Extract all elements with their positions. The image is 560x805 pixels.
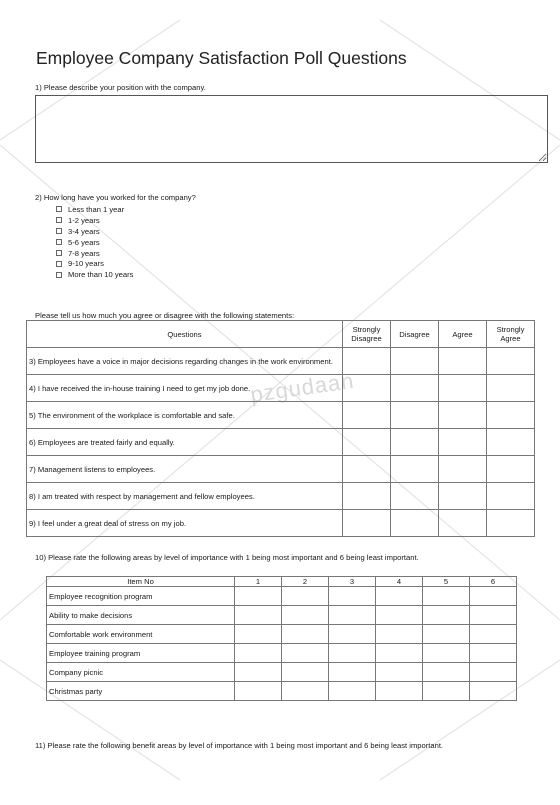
- table-row: [27, 402, 535, 429]
- tenure-option[interactable]: [56, 258, 133, 269]
- response-cell[interactable]: [439, 402, 487, 429]
- response-cell[interactable]: [487, 402, 535, 429]
- response-cell[interactable]: [439, 456, 487, 483]
- statement-text: 9) I feel under a great deal of stress on my job.: [27, 510, 343, 537]
- table-row: [27, 375, 535, 402]
- rank-cell[interactable]: [235, 625, 282, 644]
- watermark-text: pzgudaan: [248, 367, 356, 408]
- item-label: Christmas party: [47, 682, 235, 701]
- rank-cell[interactable]: [470, 606, 517, 625]
- checkbox[interactable]: [56, 272, 62, 278]
- rank-cell[interactable]: [423, 625, 470, 644]
- rank-cell[interactable]: [423, 644, 470, 663]
- importance-ranking-table: [46, 576, 517, 701]
- rank-cell[interactable]: [376, 682, 423, 701]
- item-label: Ability to make decisions: [47, 606, 235, 625]
- question-2-label: 2) How long have you worked for the company?: [35, 193, 196, 202]
- rank-cell[interactable]: [423, 606, 470, 625]
- table-row: [27, 510, 535, 537]
- rank-cell[interactable]: [282, 625, 329, 644]
- response-cell[interactable]: [343, 375, 391, 402]
- response-cell[interactable]: [343, 429, 391, 456]
- column-header-rank-2: 2: [282, 577, 329, 587]
- column-header-rank-4: 4: [376, 577, 423, 587]
- rank-cell[interactable]: [329, 606, 376, 625]
- rank-cell[interactable]: [329, 625, 376, 644]
- item-label: Comfortable work environment: [47, 625, 235, 644]
- column-header-rank-1: 1: [235, 577, 282, 587]
- table-row: [27, 483, 535, 510]
- response-cell[interactable]: [487, 375, 535, 402]
- rank-cell[interactable]: [470, 663, 517, 682]
- statement-text: 4) I have received the in-house training I need to get my job done.: [27, 375, 343, 402]
- response-cell[interactable]: [391, 483, 439, 510]
- tenure-option-label: Less than 1 year: [68, 204, 125, 214]
- rank-cell[interactable]: [282, 682, 329, 701]
- rank-cell[interactable]: [282, 606, 329, 625]
- checkbox[interactable]: [56, 261, 62, 267]
- response-cell[interactable]: [487, 483, 535, 510]
- response-cell[interactable]: [487, 456, 535, 483]
- rank-cell[interactable]: [235, 587, 282, 606]
- rank-cell[interactable]: [470, 625, 517, 644]
- response-cell[interactable]: [439, 483, 487, 510]
- response-cell[interactable]: [343, 402, 391, 429]
- tenure-option[interactable]: [56, 248, 133, 259]
- rank-cell[interactable]: [423, 663, 470, 682]
- column-header-strongly-disagree: Strongly Disagree: [343, 321, 391, 348]
- rank-cell[interactable]: [423, 587, 470, 606]
- response-cell[interactable]: [343, 510, 391, 537]
- rank-cell[interactable]: [376, 606, 423, 625]
- table-row: [27, 429, 535, 456]
- response-cell[interactable]: [391, 375, 439, 402]
- response-cell[interactable]: [343, 348, 391, 375]
- table-row: [47, 606, 517, 625]
- rank-cell[interactable]: [376, 663, 423, 682]
- checkbox[interactable]: [56, 206, 62, 212]
- table-row: [27, 348, 535, 375]
- tenure-option-label: 9-10 years: [68, 259, 104, 269]
- agreement-intro: Please tell us how much you agree or disagree with the following statements:: [35, 311, 295, 320]
- tenure-option-label: More than 10 years: [68, 270, 134, 280]
- column-header-disagree: Disagree: [391, 321, 439, 348]
- tenure-option[interactable]: [56, 269, 133, 280]
- tenure-option-label: 5-6 years: [68, 237, 100, 247]
- agreement-table: [26, 320, 535, 537]
- statement-text: 3) Employees have a voice in major decisions regarding changes in the work environment.: [27, 348, 343, 375]
- tenure-option-label: 7-8 years: [68, 248, 100, 258]
- tenure-option-label: 3-4 years: [68, 226, 100, 236]
- item-label: Employee training program: [47, 644, 235, 663]
- rank-cell[interactable]: [376, 587, 423, 606]
- question-1-label: 1) Please describe your position with the company.: [35, 83, 206, 92]
- column-header-strongly-agree: Strongly Agree: [487, 321, 535, 348]
- response-cell[interactable]: [487, 510, 535, 537]
- rank-cell[interactable]: [470, 644, 517, 663]
- tenure-option[interactable]: [56, 226, 133, 237]
- response-cell[interactable]: [343, 456, 391, 483]
- rank-cell[interactable]: [329, 682, 376, 701]
- response-cell[interactable]: [439, 375, 487, 402]
- response-cell[interactable]: [439, 429, 487, 456]
- table-row: [47, 644, 517, 663]
- rank-cell[interactable]: [329, 644, 376, 663]
- rank-cell[interactable]: [329, 663, 376, 682]
- checkbox[interactable]: [56, 250, 62, 256]
- rank-cell[interactable]: [376, 625, 423, 644]
- item-label: Company picnic: [47, 663, 235, 682]
- column-header-item-no: Item No: [47, 577, 235, 587]
- rank-cell[interactable]: [282, 663, 329, 682]
- table-row: [47, 587, 517, 606]
- tenure-option[interactable]: [56, 237, 133, 248]
- tenure-option[interactable]: [56, 215, 133, 226]
- response-cell[interactable]: [391, 510, 439, 537]
- rank-cell[interactable]: [235, 682, 282, 701]
- item-label: Employee recognition program: [47, 587, 235, 606]
- rank-cell[interactable]: [235, 663, 282, 682]
- rank-cell[interactable]: [470, 682, 517, 701]
- column-header-rank-6: 6: [470, 577, 517, 587]
- rank-cell[interactable]: [235, 606, 282, 625]
- column-header-rank-3: 3: [329, 577, 376, 587]
- table-row: [47, 625, 517, 644]
- question-11-label: 11) Please rate the following benefit areas by level of importance with 1 being most important and 6 being least important.: [35, 741, 444, 750]
- statement-text: 5) The environment of the workplace is comfortable and safe.: [27, 402, 343, 429]
- response-cell[interactable]: [391, 402, 439, 429]
- position-description-field[interactable]: [35, 95, 548, 163]
- rank-cell[interactable]: [282, 587, 329, 606]
- response-cell[interactable]: [343, 483, 391, 510]
- page-title: Employee Company Satisfaction Poll Questions: [36, 48, 407, 68]
- question-10-label: 10) Please rate the following areas by level of importance with 1 being most important and 6 being least important.: [35, 553, 419, 562]
- table-row: [47, 663, 517, 682]
- column-header-rank-5: 5: [423, 577, 470, 587]
- response-cell[interactable]: [487, 429, 535, 456]
- checkbox[interactable]: [56, 239, 62, 245]
- response-cell[interactable]: [487, 348, 535, 375]
- response-cell[interactable]: [439, 348, 487, 375]
- tenure-options: [56, 204, 133, 280]
- rank-cell[interactable]: [282, 644, 329, 663]
- response-cell[interactable]: [391, 456, 439, 483]
- table-row: [27, 456, 535, 483]
- tenure-option[interactable]: [56, 204, 133, 215]
- response-cell[interactable]: [439, 510, 487, 537]
- rank-cell[interactable]: [423, 682, 470, 701]
- rank-cell[interactable]: [470, 587, 517, 606]
- rank-cell[interactable]: [376, 644, 423, 663]
- response-cell[interactable]: [391, 429, 439, 456]
- statement-text: 8) I am treated with respect by management and fellow employees.: [27, 483, 343, 510]
- rank-cell[interactable]: [329, 587, 376, 606]
- checkbox[interactable]: [56, 228, 62, 234]
- table-row: [47, 682, 517, 701]
- rank-cell[interactable]: [235, 644, 282, 663]
- statement-text: 7) Management listens to employees.: [27, 456, 343, 483]
- statement-text: 6) Employees are treated fairly and equally.: [27, 429, 343, 456]
- response-cell[interactable]: [391, 348, 439, 375]
- column-header-questions: Questions: [27, 321, 343, 348]
- checkbox[interactable]: [56, 217, 62, 223]
- tenure-option-label: 1-2 years: [68, 215, 100, 225]
- column-header-agree: Agree: [439, 321, 487, 348]
